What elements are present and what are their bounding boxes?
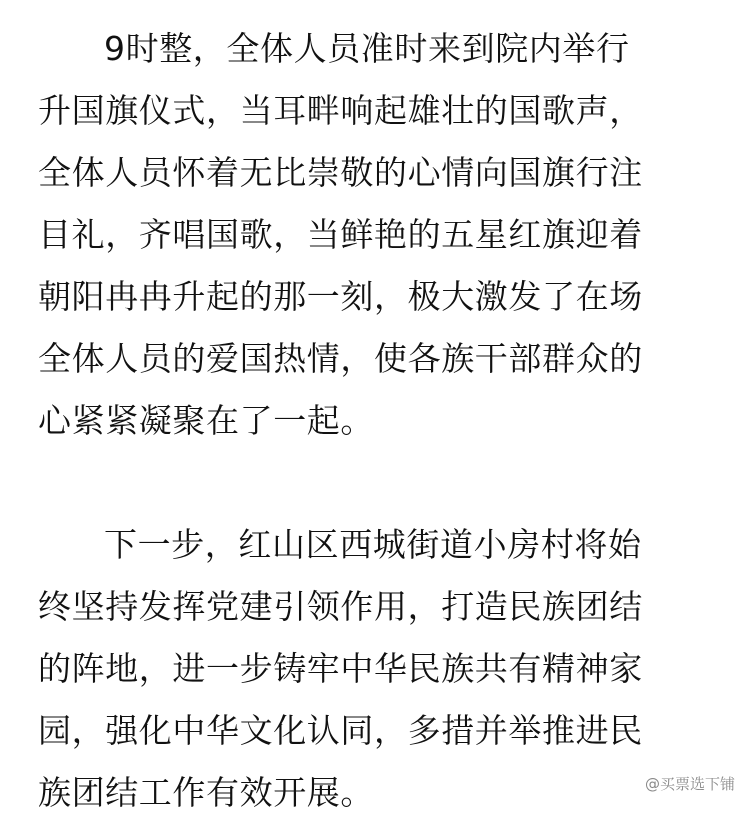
paragraph-next-steps — [38, 514, 714, 824]
text-line: 朝阳冉冉升起的那一刻，极大激发了在场 — [38, 277, 643, 316]
text-line: 目礼，齐唱国歌，当鲜艳的五星红旗迎着 — [38, 215, 643, 254]
text-line: 心紧紧凝聚在了一起。 — [38, 401, 374, 440]
text-line: 全体人员怀着无比崇敬的心情向国旗行注 — [38, 153, 643, 192]
text-line: 全体人员的爱国热情，使各族干部群众的 — [38, 339, 643, 378]
text-line: 的阵地，进一步铸牢中华民族共有精神家 — [38, 649, 643, 688]
text-line: 终坚持发挥党建引领作用，打造民族团结 — [38, 587, 643, 626]
watermark: @买票选下铺 — [644, 775, 735, 793]
text-line: 园，强化中华文化认同，多措并举推进民 — [38, 711, 643, 750]
text-line: 下一步，红山区西城街道小房村将始 — [104, 525, 642, 564]
text-line: 升国旗仪式，当耳畔响起雄壮的国歌声， — [38, 91, 643, 130]
paragraph-flag-ceremony — [38, 18, 714, 452]
text-line: 族团结工作有效开展。 — [38, 773, 374, 812]
text-line: 9时整，全体人员准时来到院内举行 — [104, 29, 630, 68]
article-body — [38, 18, 714, 824]
